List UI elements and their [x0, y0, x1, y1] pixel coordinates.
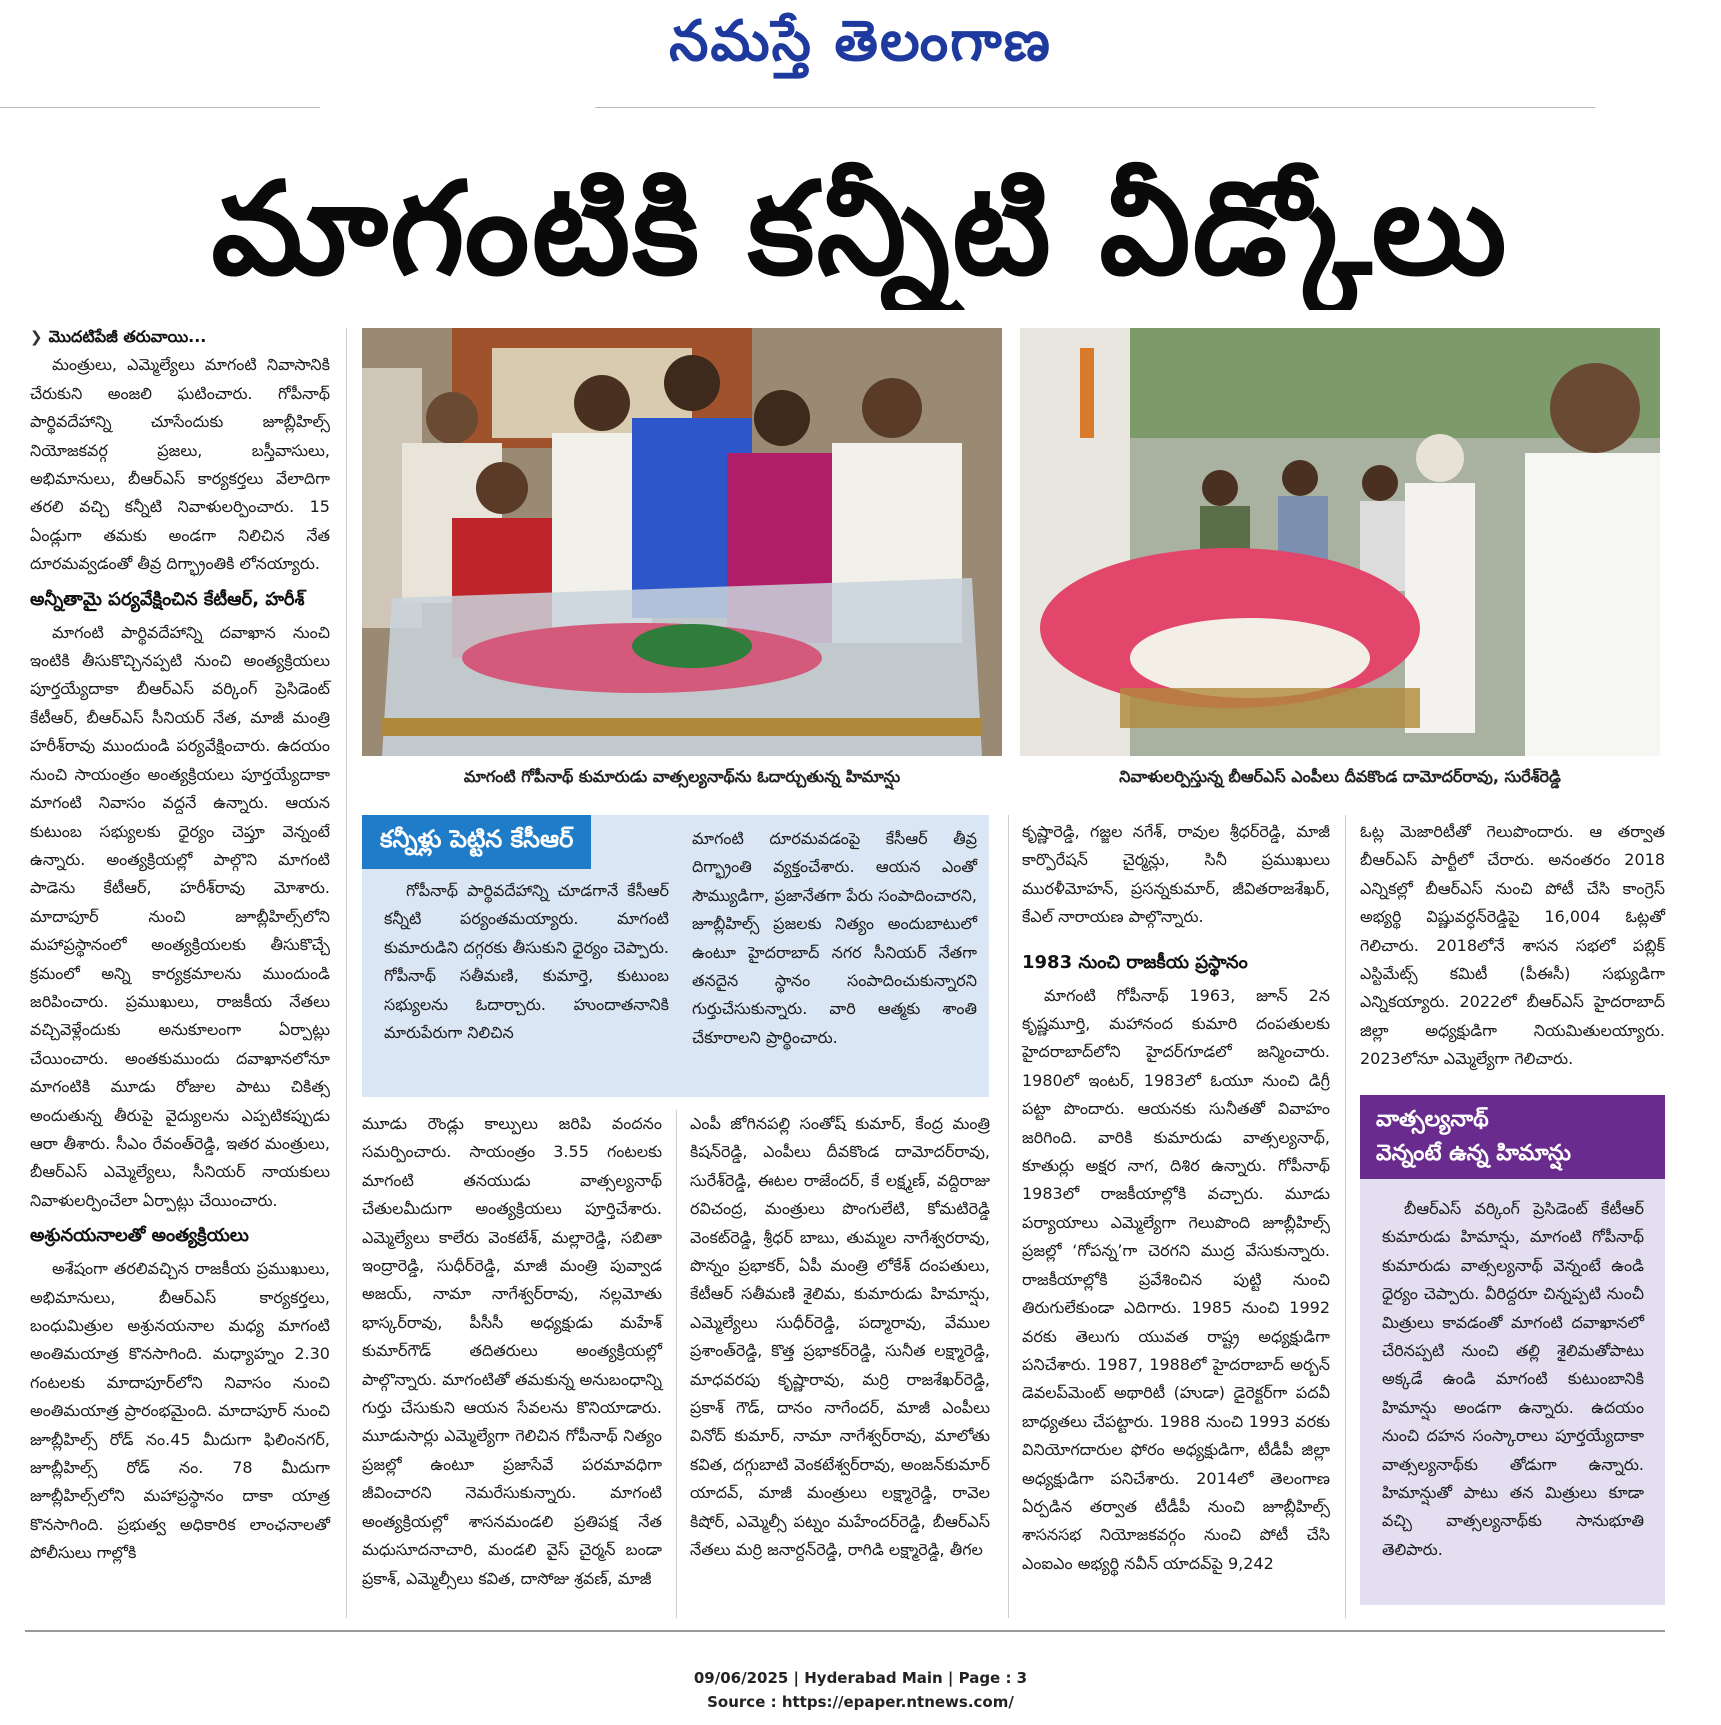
col4-paragraph-2: మాగంటి గోపీనాథ్ 1963, జూన్ 2న కృష్ణమూర్తి, మహానంద కుమారి దంపతులకు హైదరాబాద్‌లోని హైదర్‌గూడలో జన్మించారు. 1980లో ఇంటర్, 1983లో ఓయూ నుంచి డిగ్రీ పట్టా పొందారు. ఆయనకు సునీతతో వివాహం జరిగింది. వారికి కుమారుడు వాత్సల్యనాథ్, కూతుర్లు అక్షర నాగ, దిశిర ఉన్నారు. గోపీనాథ్ 1983లో రాజకీయాల్లోకి వచ్చారు. మూడు పర్యాయాలు ఎమ్మెల్యేగా గెలుపొంది జూబ్లీహిల్స్ ప్రజల్లో ‘గోపన్న’గా చెరగని ముద్ర వేసుకున్నారు. రాజకీయాల్లోకి ప్రవేశించిన పుట్టి నుంచి తిరుగులేకుండా ఎదిగారు. 1985 నుంచి 1992 వరకు తెలుగు యువత రాష్ట్ర అధ్యక్షుడిగా పనిచేశారు. 1987, 1988లో హైదరాబాద్ అర్బన్ డెవలప్‌మెంట్ అథారిటీ (హుడా) డైరెక్టర్‌గా పదవీ బాధ్యతలు చేపట్టారు. 1988 నుంచి 1993 వరకు వినియోగదారుల ఫోరం అధ్యక్షుడిగా, టీడీపీ జిల్లా అధ్యక్షుడిగా పనిచేశారు. 2014లో తెలంగాణ ఏర్పడిన తర్వాత టీడీపీ నుంచి జూబ్లీహిల్స్ శాసనసభ నియోజకవర్గం నుంచి పోటీ చేసి ఎంఐఎం అభ్యర్థి నవీన్ యాదవ్‌పై 9,242 [1022, 985, 1330, 1573]
sidebar-kcr-right [692, 825, 977, 1052]
sidebar-kcr-right-text: మాగంటి దూరమవడంపై కేసీఆర్ తీవ్ర దిగ్భ్రాంతి వ్యక్తంచేశారు. ఆయన ఎంతో సౌమ్యుడిగా, ప్రజానేతగా పేరు సంపాదించారని, జూబ్లీహిల్స్ ప్రజలకు నిత్యం అందుబాటులో ఉంటూ హైదరాబాద్ నగర సీనియర్ నేతగా తనదైన స్థానం సంపాదించుకున్నారని గుర్తుచేసుకున్నారు. వారి ఆత్మకు శాంతి చేకూరాలని ప్రార్థించారు. [692, 829, 977, 1047]
sidebar-himanshu-text: బీఆర్ఎస్ వర్కింగ్ ప్రెసిడెంట్ కేటీఆర్ కుమారుడు హిమాన్షు, మాగంటి గోపీనాథ్ కుమారుడు వాత్సల్యనాథ్ వెన్నంటే ఉండి ధైర్యం చెప్పారు. వీరిద్దరూ చిన్నప్పటి నుంచీ మిత్రులు కావడంతో మాగంటి దవాఖానలో చేరినప్పటి నుంచి తల్లి శైలిమతోపాటు అక్కడే ఉండి మాగంటి కుటుంబానికి హిమాన్షు అండగా ఉన్నారు. ఉదయం నుంచి దహన సంస్కారాలు పూర్తయ్యేదాకా వాత్సల్యనాథ్‌కు తోడుగా ఉన్నారు. హిమాన్షుతో పాటు తన మిత్రులు కూడా వచ్చి వాత్సల్యనాథ్‌కు సానుభూతి తెలిపారు. [1382, 1199, 1644, 1559]
photo-mps-tribute-caption: నివాళులర్పిస్తున్న బీఆర్ఎస్ ఎంపీలు దీవకొండ దామోదర్‌రావు, సురేశ్‌రెడ్డి [1119, 767, 1561, 786]
chevron-right-icon: ❯ [30, 328, 43, 346]
col1-paragraph-3: అశేషంగా తరలివచ్చిన రాజకీయ ప్రముఖులు, అభిమానులు, బీఆర్ఎస్ కార్యకర్తలు, బంధుమిత్రుల అశ్రునయనాల మధ్య మాగంటి అంతిమయాత్ర కొనసాగింది. మధ్యాహ్నం 2.30 గంటలకు మాదాపూర్‌లోని నివాసం నుంచి అంతిమయాత్ర ప్రారంభమైంది. మాదాపూర్ నుంచి జూబ్లీహిల్స్ రోడ్ నం.45 మీదుగా ఫిలింనగర్, జూబ్లీహిల్స్ రోడ్ నం. 78 మీదుగా జూబ్లీహిల్స్‌లోని మహాప్రస్థానం దాకా యాత్ర కొనసాగింది. ప్రభుత్వ అధికారిక లాంఛనాలతో పోలీసులు గాల్లోకి [30, 1259, 330, 1563]
sidebar-kcr-left [384, 877, 669, 1047]
photo-family-mourning [362, 328, 1002, 756]
column-divider-4 [1345, 815, 1346, 1618]
sidebar-himanshu-box [1360, 1095, 1665, 1605]
photo-mps-tribute-image [1020, 328, 1660, 756]
column-2 [362, 1110, 662, 1593]
col3-paragraph-1: ఎంపీ జోగినపల్లి సంతోష్ కుమార్, కేంద్ర మంత్రి కిషన్‌రెడ్డి, ఎంపీలు దీవకొండ దామోదర్‌రావు, సురేశ్‌రెడ్డి, ఈటల రాజేందర్, కే లక్ష్మణ్, వద్దిరాజు రవిచంద్ర, మంత్రులు పొంగులేటి, కోమటిరెడ్డి వెంకట్‌రెడ్డి, శ్రీధర్ బాబు, తుమ్మల నాగేశ్వరరావు, పొన్నం ప్రభాకర్, ఏపీ మంత్రి లోకేశ్ దంపతులు, కేటీఆర్ సతీమణి శైలిమ, కుమారుడు హిమాన్షు, ఎమ్మెల్యేలు సుధీర్‌రెడ్డి, పద్మారావు, వేముల ప్రశాంత్‌రెడ్డి, కొత్త ప్రభాకర్‌రెడ్డి, సునీత లక్ష్మారెడ్డి, మాధవరపు కృష్ణారావు, మర్రి రాజశేఖర్‌రెడ్డి, ప్రకాశ్ గౌడ్, దానం నాగేందర్, మాజీ ఎంపీలు వినోద్ కుమార్, నామా నాగేశ్వర్‌రావు, మాలోతు కవిత, దగ్గుబాటి వెంకటేశ్వర్‌రావు, అంజన్‌కుమార్ యాదవ్, మాజీ మంత్రులు లక్ష్మారెడ్డి, రావెల కిషోర్, ఎమ్మెల్సీ పట్నం మహేందర్‌రెడ్డి, బీఆర్ఎస్ నేతలు మర్రి జనార్దన్‌రెడ్డి, రాగిడి లక్ష్మారెడ్డి, తీగల [690, 1114, 990, 1560]
sidebar-himanshu-title-line1: వాత్సల్యనాథ్ [1376, 1107, 1489, 1132]
sidebar-kcr-box [362, 815, 989, 1097]
headline: మాగంటికి కన్నీటి వీడ్కోలు [211, 155, 1509, 304]
col1-paragraph-2: మాగంటి పార్థివదేహాన్ని దవాఖాన నుంచి ఇంటికి తీసుకొచ్చినప్పటి నుంచి అంత్యక్రియలు పూర్తయ్యేదాకా బీఆర్ఎస్ వర్కింగ్ ప్రెసిడెంట్ కేటీఆర్, బీఆర్ఎస్ సీనియర్ నేత, మాజీ మంత్రి హరీశ్‌రావు ముందుండి పర్యవేక్షించారు. ఉదయం నుంచి సాయంత్రం అంత్యక్రియలు పూర్తయ్యేదాకా మాగంటి నివాసం వద్దనే ఉన్నారు. ఆయన కుటుంబ సభ్యులకు ధైర్యం చెప్తూ వెన్నంటే ఉన్నారు. అంత్యక్రియల్లో పాల్గొని మాగంటి పాడెను కేటీఆర్, హరీశ్‌రావు మోశారు. మాదాపూర్ నుంచి జూబ్లీహిల్స్‌లోని మహాప్రస్థానంలో అంత్యక్రియలకు తీసుకొచ్చే క్రమంలో అన్ని కార్యక్రమాలను ముందుండి జరిపించారు. ప్రముఖులు, రాజకీయ నేతలు వచ్చివెళ్లేందుకు అనుకూలంగా ఏర్పాట్లు చేయించారు. అంతకుముందు దవాఖానలోనూ మాగంటికి మూడు రోజుల పాటు చికిత్స అందుతున్న తీరుపై వైద్యులను ఎప్పటికప్పుడు ఆరా తీశారు. సీఎం రేవంత్‌రెడ్డి, ఇతర మంత్రులు, బీఆర్ఎస్ ఎమ్మెల్యేలు, సీనియర్ నాయకులు నివాళులర్పించేలా ఏర్పాట్లు చేయించారు. [30, 622, 330, 1210]
photo-family-mourning-caption: మాగంటి గోపీనాథ్ కుమారుడు వాత్సల్యనాథ్‌ను ఓదార్చుతున్న హిమాన్షు [463, 767, 901, 786]
sidebar-kcr-title: కన్నీళ్లు పెట్టిన కేసీఆర్ [362, 815, 591, 869]
masthead-rule-right [595, 107, 1595, 108]
col2-paragraph-1: మూడు రౌండ్లు కాల్పులు జరిపి వందనం సమర్పించారు. సాయంత్రం 3.55 గంటలకు మాగంటి తనయుడు వాత్సల్యనాథ్ చేతులమీదుగా అంత్యక్రియలు పూర్తిచేశారు. ఎమ్మెల్యేలు కాలేరు వెంకటేశ్, మల్లారెడ్డి, సబితా ఇంద్రారెడ్డి, సుధీర్‌రెడ్డి, మాజీ మంత్రి పువ్వాడ అజయ్, నామా నాగేశ్వర్‌రావు, నల్లమోతు భాస్కర్‌రావు, పీసీసీ అధ్యక్షుడు మహేశ్ కుమార్‌గౌడ్ తదితరులు అంత్యక్రియల్లో పాల్గొన్నారు. మాగంటితో తమకున్న అనుబంధాన్ని గుర్తు చేసుకుని ఆయన సేవలను కొనియాడారు. మూడుసార్లు ఎమ్మెల్యేగా గెలిచిన గోపీనాథ్ నిత్యం ప్రజల్లో ఉంటూ ప్రజాసేవే పరమావధిగా జీవించారని నెమరేసుకున్నారు. మాగంటి అంత్యక్రియల్లో శాసనమండలి ప్రతిపక్ష నేత మధుసూదనాచారి, మండలి వైస్ చైర్మన్ బండా ప్రకాశ్, ఎమ్మెల్సీలు కవిత, దాసోజు శ్రవణ్, మాజీ [362, 1114, 662, 1588]
photo-mps-tribute [1020, 328, 1660, 756]
column-divider-1 [346, 328, 347, 1618]
col4-subheading-1: 1983 నుంచి రాజకీయ ప్రస్థానం [1022, 951, 1248, 973]
column-1 [30, 323, 330, 1568]
col1-subheading-2: అశ్రునయనాలతో అంత్యక్రియలు [30, 1225, 249, 1247]
footer-source-link[interactable]: Source : https://epaper.ntnews.com/ [707, 1693, 1014, 1711]
continuation-label: ❯ మొదటిపేజీ తరువాయి... [30, 327, 207, 346]
sidebar-himanshu-body [1382, 1195, 1644, 1564]
sidebar-himanshu-title-line2: వెన్నంటే ఉన్న హిమాన్షు [1376, 1141, 1572, 1166]
col1-subheading-1: అన్నీతామై పర్యవేక్షించిన కేటీఆర్, హరీశ్ [30, 588, 305, 610]
sidebar-kcr-left-text: గోపీనాథ్ పార్థివదేహాన్ని చూడగానే కేసీఆర్ కన్నీటి పర్యంతమయ్యారు. మాగంటి కుమారుడిని దగ్గరకు తీసుకుని ధైర్యం చెప్పారు. గోపీనాథ్ సతీమణి, కుమార్తె, కుటుంబ సభ్యులను ఓదార్చారు. హుందాతనానికి మారుపేరుగా నిలిచిన [384, 881, 669, 1043]
photo-family-mourning-image [362, 328, 1002, 756]
bottom-rule [25, 1630, 1665, 1632]
column-divider-2 [676, 1110, 677, 1618]
masthead: నమస్తే తెలంగాణ [669, 8, 1052, 74]
column-5 [1360, 818, 1665, 1074]
column-3 [690, 1110, 990, 1565]
column-4 [1022, 818, 1330, 1578]
col5-paragraph-1: ఓట్ల మెజారిటీతో గెలుపొందారు. ఆ తర్వాత బీఆర్ఎస్ పార్టీలో చేరారు. అనంతరం 2018 ఎన్నికల్లో బీఆర్ఎస్ నుంచి పోటీ చేసి కాంగ్రెస్ అభ్యర్థి విష్ణువర్ధన్‌రెడ్డిపై 16,004 ఓట్లతో గెలిచారు. 2018లోనే శాసన సభలో పబ్లిక్ ఎస్టిమేట్స్ కమిటీ (పీఈసీ) సభ్యుడిగా ఎన్నికయ్యారు. 2022లో బీఆర్ఎస్ హైదరాబాద్ జిల్లా అధ్యక్షుడిగా నియమితులయ్యారు. 2023లోనూ ఎమ్మెల్యేగా గెలిచారు. [1360, 822, 1665, 1069]
column-divider-3 [1008, 815, 1009, 1618]
col4-paragraph-1: కృష్ణారెడ్డి, గజ్జల నగేశ్, రావుల శ్రీధర్‌రెడ్డి, మాజీ కార్పొరేషన్ చైర్మన్లు, సినీ ప్రముఖులు మురళీమోహన్, ప్రసన్నకుమార్, జీవితరాజశేఖర్, కేఎల్ నారాయణ పాల్గొన్నారు. [1022, 822, 1330, 927]
footer-edition-info: 09/06/2025 | Hyderabad Main | Page : 3 [693, 1669, 1028, 1687]
masthead-rule-left [0, 107, 320, 108]
sidebar-himanshu-title [1360, 1095, 1665, 1179]
col1-paragraph-1: మంత్రులు, ఎమ్మెల్యేలు మాగంటి నివాసానికి చేరుకుని అంజలి ఘటించారు. గోపీనాథ్ పార్థివదేహాన్ని చూసేందుకు జూబ్లీహిల్స్ నియోజకవర్గ ప్రజలు, బస్తీవాసులు, అభిమానులు, బీఆర్ఎస్ కార్యకర్తలు వేలాదిగా తరలి వచ్చి కన్నీటి నివాళులర్పించారు. 15 ఏండ్లుగా తమకు అండగా నిలిచిన నేత దూరమవ్వడంతో తీవ్ర దిగ్భ్రాంతికి లోనయ్యారు. [30, 355, 330, 574]
